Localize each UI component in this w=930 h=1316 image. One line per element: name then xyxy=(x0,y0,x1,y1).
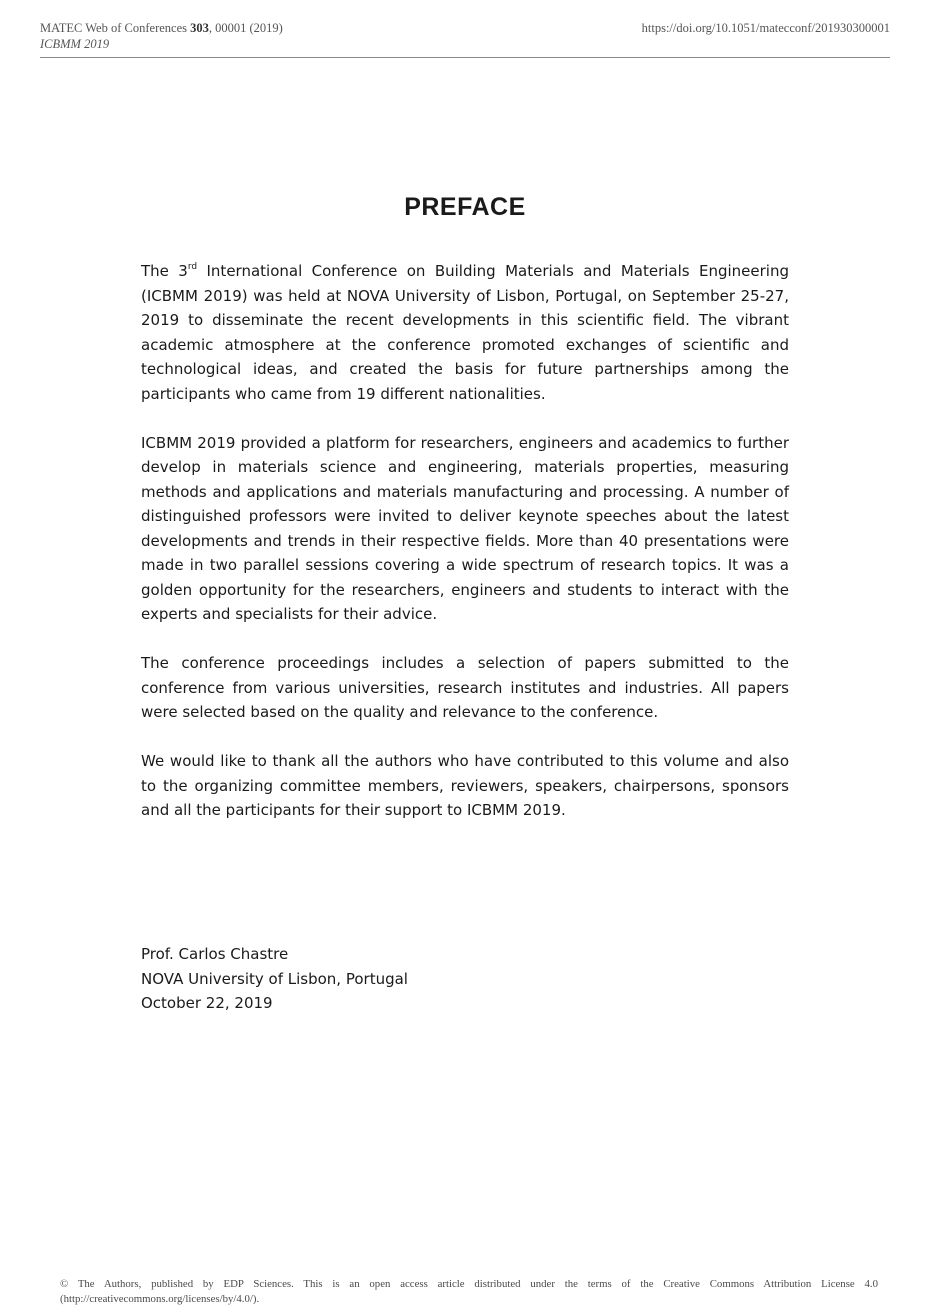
signature-block xyxy=(141,942,408,1016)
journal-article-year: , 00001 (2019) xyxy=(208,21,283,35)
journal-citation xyxy=(40,20,283,36)
signatory-affiliation: NOVA University of Lisbon, Portugal xyxy=(141,969,408,988)
license-footer xyxy=(60,1277,878,1307)
ordinal-suffix: rd xyxy=(187,262,198,272)
preface-body xyxy=(141,259,789,847)
paragraph-3: The conference proceedings includes a selection of papers submitted to the conference from various universities, research institutes and industries. All papers were selected based on the quality and relevance to the conference. xyxy=(141,654,789,721)
signatory-name: Prof. Carlos Chastre xyxy=(141,945,289,963)
license-statement: © The Authors, published by EDP Sciences. This is an open access article distributed under the terms of the Creative Commons Attribution License 4.0 xyxy=(60,1278,878,1290)
conference-name: ICBMM 2019 xyxy=(40,37,110,51)
paragraph-1-rest: International Conference on Building Materials and Materials Engineering (ICBMM 2019) was held at NOVA University of Lisbon, Portugal, on September 25-27, 2019 to disseminate the recent developments in this scientific field. The vibrant academic atmosphere at the conference promoted exchanges of scientific and technological ideas, and created the basis for future partnerships among the participants who came from 19 different nationalities. xyxy=(141,262,789,403)
journal-info xyxy=(40,20,283,52)
journal-volume: 303 xyxy=(190,21,209,35)
paragraph-1-start: The 3 xyxy=(141,262,188,280)
paragraph-4: We would like to thank all the authors who have contributed to this volume and also to the organizing committee members, reviewers, speakers, chairpersons, sponsors and all the participants for their support to ICBMM 2019. xyxy=(141,752,789,819)
paragraph-2: ICBMM 2019 provided a platform for researchers, engineers and academics to further develop in materials science and engineering, materials properties, measuring methods and applications and materials manufacturing and processing. A number of distinguished professors were invited to deliver keynote speeches about the latest developments and trends in their respective fields. More than 40 presentations were made in two parallel sessions covering a wide spectrum of research topics. It was a golden opportunity for the researchers, engineers and students to interact with the experts and specialists for their advice. xyxy=(141,433,789,623)
running-head xyxy=(40,20,890,58)
paragraph-1 xyxy=(141,259,789,406)
signature-date: October 22, 2019 xyxy=(141,994,273,1012)
license-url[interactable]: (http://creativecommons.org/licenses/by/4.0/). xyxy=(60,1293,260,1305)
doi-link[interactable]: https://doi.org/10.1051/matecconf/201930300001 xyxy=(641,21,890,35)
page-title: PREFACE xyxy=(404,193,526,221)
journal-name: MATEC Web of Conferences xyxy=(40,21,191,35)
